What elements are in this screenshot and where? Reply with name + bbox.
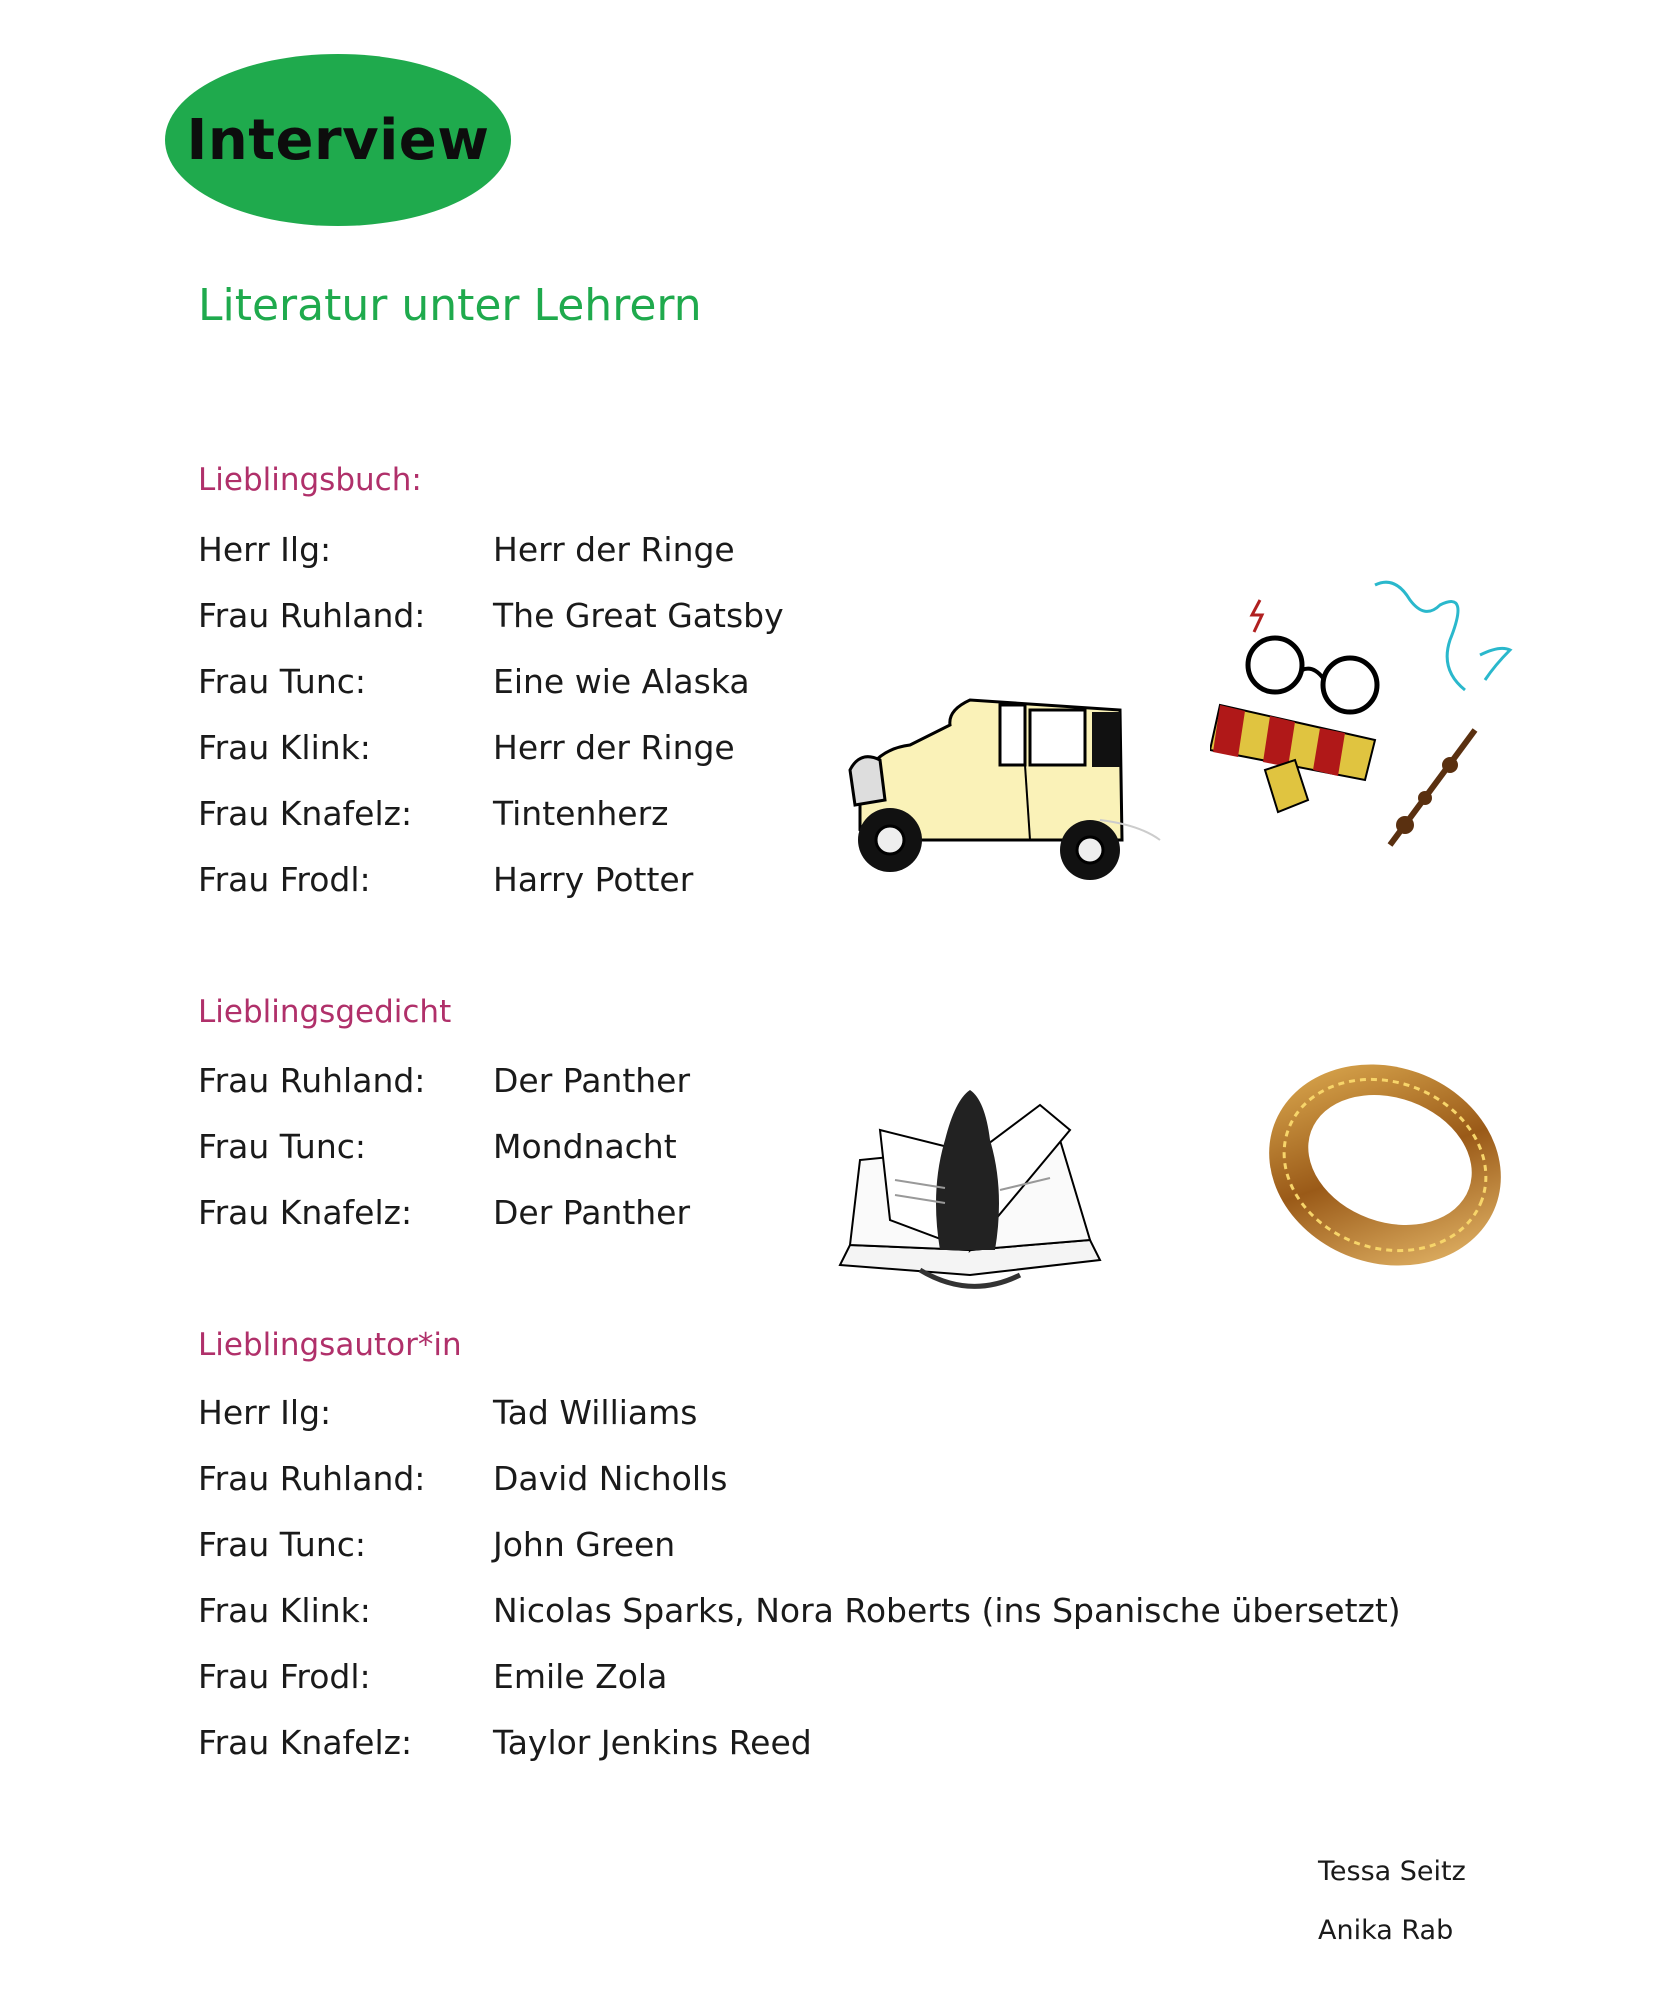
teacher-name: Frau Ruhland: [198, 1459, 426, 1498]
answer-value: Mondnacht [493, 1127, 677, 1166]
answer-value: Harry Potter [493, 860, 694, 899]
answer-value: Eine wie Alaska [493, 662, 750, 701]
teacher-name: Frau Ruhland: [198, 596, 426, 635]
interview-badge [165, 54, 511, 226]
answer-value: Der Panther [493, 1193, 691, 1232]
teacher-name: Herr Ilg: [198, 1393, 332, 1432]
page-subtitle: Literatur unter Lehrern [198, 280, 702, 331]
section-heading-autor: Lieblingsautor*in [198, 1327, 462, 1363]
teacher-name: Herr Ilg: [198, 530, 332, 569]
answer-value: Herr der Ringe [493, 728, 735, 767]
list-item [198, 1525, 1498, 1591]
answer-value: Tad Williams [493, 1393, 698, 1432]
section-heading-buch: Lieblingsbuch: [198, 462, 422, 498]
answer-value: Nicolas Sparks, Nora Roberts (ins Spanische übersetzt) [493, 1591, 1401, 1630]
answer-value: Herr der Ringe [493, 530, 735, 569]
answer-value: John Green [493, 1525, 676, 1564]
list-item [198, 1723, 1498, 1789]
teacher-name: Frau Knafelz: [198, 794, 413, 833]
list-item [198, 1657, 1498, 1723]
teacher-name: Frau Tunc: [198, 1127, 367, 1166]
teacher-name: Frau Frodl: [198, 860, 371, 899]
harry-potter-icon [1210, 580, 1570, 850]
vintage-car-icon [830, 690, 1170, 890]
answer-value: Taylor Jenkins Reed [493, 1723, 812, 1762]
list-item [198, 1459, 1498, 1525]
section-heading-gedicht: Lieblingsgedicht [198, 994, 452, 1030]
teacher-name: Frau Klink: [198, 728, 371, 767]
list-item [198, 1591, 1498, 1657]
list-item [198, 1393, 1498, 1459]
teacher-name: Frau Tunc: [198, 1525, 367, 1564]
answer-value: Der Panther [493, 1061, 691, 1100]
answer-value: Tintenherz [493, 794, 669, 833]
answer-value: The Great Gatsby [493, 596, 784, 635]
teacher-name: Frau Klink: [198, 1591, 371, 1630]
teacher-name: Frau Knafelz: [198, 1193, 413, 1232]
author-name: Anika Rab [1318, 1915, 1454, 1946]
badge-label: Interview [186, 107, 490, 173]
teacher-name: Frau Frodl: [198, 1657, 371, 1696]
open-book-icon [820, 1070, 1120, 1300]
teacher-name: Frau Ruhland: [198, 1061, 426, 1100]
author-name: Tessa Seitz [1318, 1856, 1466, 1887]
teacher-name: Frau Tunc: [198, 662, 367, 701]
teacher-name: Frau Knafelz: [198, 1723, 413, 1762]
answer-value: David Nicholls [493, 1459, 728, 1498]
answer-value: Emile Zola [493, 1657, 668, 1696]
list-autor [198, 1393, 1498, 1789]
one-ring-icon [1255, 1050, 1515, 1280]
